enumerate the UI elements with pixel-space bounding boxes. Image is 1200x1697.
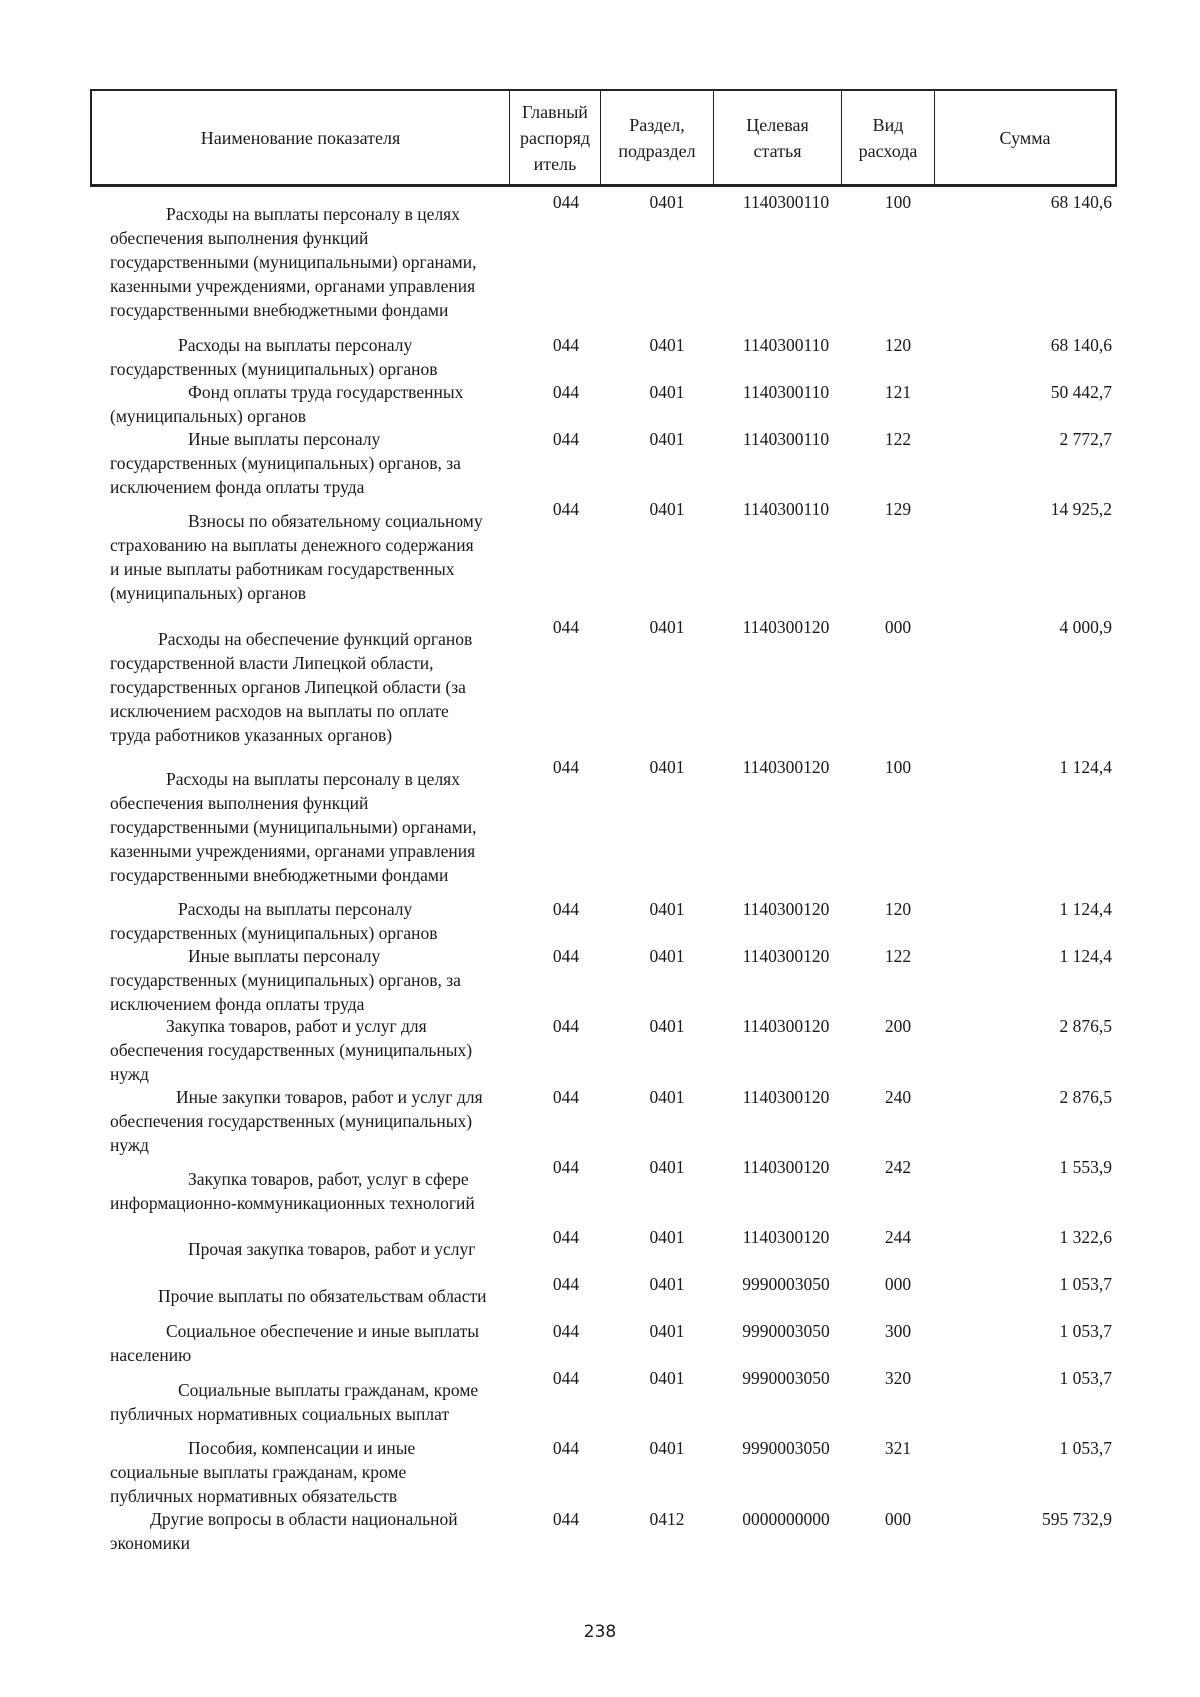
row-chief: 044	[552, 1227, 580, 1247]
row-chief: 044	[552, 1016, 580, 1036]
row-name-line: государственных (муниципальных) органов	[110, 923, 438, 943]
row-name-line: казенными учреждениями, органами управления	[110, 276, 476, 296]
row-name-line: Расходы на обеспечение функций органов	[158, 629, 473, 649]
row-name-line: государственными внебюджетными фондами	[110, 300, 449, 320]
row-section: 0401	[649, 1321, 685, 1341]
page-number: 238	[583, 1622, 617, 1642]
row-sum: 1 124,4	[1059, 899, 1112, 919]
row-sum: 68 140,6	[1050, 335, 1112, 355]
row-sum: 50 442,7	[1050, 382, 1112, 402]
row-name-line: Социальное обеспечение и иные выплаты	[166, 1321, 480, 1341]
row-name-line: исключением фонда оплаты труда	[110, 994, 365, 1014]
row-target: 1140300110	[742, 499, 830, 519]
row-kind: 122	[884, 946, 912, 966]
row-name	[110, 897, 520, 945]
row-name-line: населению	[110, 1345, 192, 1365]
row-kind: 120	[884, 899, 912, 919]
row-name-line: государственных (муниципальных) органов, за	[110, 453, 461, 473]
row-chief: 044	[552, 1157, 580, 1177]
row-target: 1140300120	[742, 617, 830, 637]
row-name	[110, 944, 520, 1016]
row-section: 0401	[649, 429, 685, 449]
row-sum: 1 053,7	[1059, 1368, 1112, 1388]
row-name-line: (муниципальных) органов	[110, 583, 307, 603]
row-target: 1140300120	[742, 757, 830, 777]
row-section: 0401	[649, 617, 685, 637]
row-sum: 1 053,7	[1059, 1321, 1112, 1341]
row-name-line: исключением расходов на выплаты по оплате	[110, 701, 449, 721]
row-name-line: труда работников указанных органов)	[110, 725, 393, 745]
row-section: 0401	[649, 1087, 685, 1107]
row-name	[110, 1014, 520, 1086]
row-kind: 320	[884, 1368, 912, 1388]
header-name: Наименование показателя	[92, 91, 510, 184]
row-kind: 120	[884, 335, 912, 355]
row-name-line: Иные выплаты персоналу	[188, 946, 381, 966]
row-kind: 000	[884, 1274, 912, 1294]
row-sum: 2 876,5	[1059, 1016, 1112, 1036]
row-kind: 321	[884, 1438, 912, 1458]
row-name	[110, 1319, 520, 1367]
row-kind: 200	[884, 1016, 912, 1036]
row-chief: 044	[552, 335, 580, 355]
row-kind: 244	[884, 1227, 912, 1247]
row-kind: 000	[884, 1509, 912, 1529]
row-target: 1140300120	[742, 1227, 830, 1247]
row-name-line: Закупка товаров, работ и услуг для	[166, 1016, 427, 1036]
header-section: Раздел, подраздел	[601, 91, 714, 184]
row-name-line: нужд	[110, 1064, 149, 1084]
row-name-line: государственных органов Липецкой области (за	[110, 677, 466, 697]
row-kind: 121	[884, 382, 912, 402]
row-name-line: исключением фонда оплаты труда	[110, 477, 365, 497]
row-name-line: публичных нормативных обязательств	[110, 1486, 398, 1506]
row-name-line: обеспечения государственных (муниципальных)	[110, 1040, 473, 1060]
row-section: 0401	[649, 946, 685, 966]
row-name	[110, 1237, 520, 1261]
row-sum: 68 140,6	[1050, 192, 1112, 212]
row-target: 1140300120	[742, 946, 830, 966]
row-section: 0401	[649, 899, 685, 919]
row-name-line: государственной власти Липецкой области,	[110, 653, 434, 673]
row-section: 0401	[649, 757, 685, 777]
row-section: 0401	[649, 1438, 685, 1458]
row-name-line: Пособия, компенсации и иные	[188, 1438, 416, 1458]
row-target: 1140300110	[742, 382, 830, 402]
row-sum: 1 553,9	[1059, 1157, 1112, 1177]
row-chief: 044	[552, 757, 580, 777]
row-target: 1140300120	[742, 1087, 830, 1107]
row-name	[110, 627, 520, 747]
row-sum: 2 772,7	[1059, 429, 1112, 449]
row-section: 0401	[649, 1368, 685, 1388]
row-sum: 595 732,9	[1042, 1509, 1112, 1529]
row-target: 1140300110	[742, 192, 830, 212]
row-target: 0000000000	[742, 1509, 830, 1529]
row-name	[110, 427, 520, 499]
row-section: 0401	[649, 1016, 685, 1036]
row-name	[110, 1507, 520, 1555]
row-name	[110, 333, 520, 381]
row-name-line: (муниципальных) органов	[110, 406, 307, 426]
row-target: 1140300110	[742, 429, 830, 449]
row-name-line: Взносы по обязательному социальному	[188, 511, 483, 531]
row-name-line: Прочая закупка товаров, работ и услуг	[188, 1239, 476, 1259]
row-name-line: страхованию на выплаты денежного содержания	[110, 535, 474, 555]
row-name-line: Фонд оплаты труда государственных	[188, 382, 464, 402]
row-name-line: Закупка товаров, работ, услуг в сфере	[188, 1169, 469, 1189]
row-chief: 044	[552, 1321, 580, 1341]
row-section: 0401	[649, 1227, 685, 1247]
row-name-line: экономики	[110, 1533, 190, 1553]
row-target: 1140300110	[742, 335, 830, 355]
row-name-line: социальные выплаты гражданам, кроме	[110, 1462, 407, 1482]
row-chief: 044	[552, 1368, 580, 1388]
row-target: 9990003050	[742, 1438, 830, 1458]
row-target: 9990003050	[742, 1274, 830, 1294]
row-sum: 1 322,6	[1059, 1227, 1112, 1247]
row-name	[110, 380, 520, 428]
row-target: 1140300120	[742, 1016, 830, 1036]
row-name-line: обеспечения выполнения функций	[110, 793, 369, 813]
header-kind: Вид расхода	[842, 91, 935, 184]
row-sum: 1 124,4	[1059, 757, 1112, 777]
row-name-line: Прочие выплаты по обязательствам области	[158, 1286, 487, 1306]
row-name	[110, 1436, 520, 1508]
row-chief: 044	[552, 617, 580, 637]
row-chief: 044	[552, 899, 580, 919]
row-name	[110, 1085, 520, 1157]
row-name-line: Расходы на выплаты персоналу в целях	[166, 204, 460, 224]
row-kind: 122	[884, 429, 912, 449]
row-section: 0401	[649, 1157, 685, 1177]
row-section: 0412	[649, 1509, 685, 1529]
row-chief: 044	[552, 429, 580, 449]
row-target: 9990003050	[742, 1368, 830, 1388]
row-sum: 1 053,7	[1059, 1438, 1112, 1458]
row-chief: 044	[552, 946, 580, 966]
row-kind: 129	[884, 499, 912, 519]
row-name	[110, 1167, 520, 1215]
row-name-line: Расходы на выплаты персоналу	[178, 335, 413, 355]
row-target: 1140300120	[742, 1157, 830, 1177]
row-chief: 044	[552, 382, 580, 402]
row-name-line: и иные выплаты работникам государственных	[110, 559, 455, 579]
row-sum: 2 876,5	[1059, 1087, 1112, 1107]
row-name-line: информационно-коммуникационных технологий	[110, 1193, 475, 1213]
row-name-line: Другие вопросы в области национальной	[150, 1509, 458, 1529]
row-name-line: государственными внебюджетными фондами	[110, 865, 449, 885]
row-sum: 4 000,9	[1059, 617, 1112, 637]
row-section: 0401	[649, 192, 685, 212]
row-kind: 100	[884, 757, 912, 777]
row-name-line: Расходы на выплаты персоналу	[178, 899, 413, 919]
row-target: 9990003050	[742, 1321, 830, 1341]
row-chief: 044	[552, 192, 580, 212]
row-kind: 000	[884, 617, 912, 637]
row-kind: 300	[884, 1321, 912, 1341]
row-kind: 100	[884, 192, 912, 212]
row-sum: 1 053,7	[1059, 1274, 1112, 1294]
row-name-line: государственными (муниципальными) органами,	[110, 817, 477, 837]
row-chief: 044	[552, 1509, 580, 1529]
row-name	[110, 767, 520, 887]
row-kind: 240	[884, 1087, 912, 1107]
row-chief: 044	[552, 1274, 580, 1294]
row-kind: 242	[884, 1157, 912, 1177]
row-chief: 044	[552, 1087, 580, 1107]
row-name-line: обеспечения выполнения функций	[110, 228, 369, 248]
row-name-line: государственных (муниципальных) органов, за	[110, 970, 461, 990]
row-section: 0401	[649, 499, 685, 519]
row-name-line: государственных (муниципальных) органов	[110, 359, 438, 379]
row-name-line: Расходы на выплаты персоналу в целях	[166, 769, 460, 789]
row-name-line: Иные закупки товаров, работ и услуг для	[176, 1087, 483, 1107]
row-sum: 1 124,4	[1059, 946, 1112, 966]
row-sum: 14 925,2	[1050, 499, 1112, 519]
header-chief: Главный распоряд итель	[510, 91, 601, 184]
row-name-line: обеспечения государственных (муниципальных)	[110, 1111, 473, 1131]
header-target: Целевая статья	[714, 91, 842, 184]
row-name-line: Иные выплаты персоналу	[188, 429, 381, 449]
row-target: 1140300120	[742, 899, 830, 919]
row-name	[110, 1284, 520, 1308]
row-section: 0401	[649, 382, 685, 402]
row-name-line: Социальные выплаты гражданам, кроме	[178, 1380, 479, 1400]
header-sum: Сумма	[999, 127, 1051, 148]
row-chief: 044	[552, 1438, 580, 1458]
row-section: 0401	[649, 1274, 685, 1294]
row-name	[110, 509, 520, 605]
row-name	[110, 1378, 520, 1426]
row-name-line: казенными учреждениями, органами управления	[110, 841, 476, 861]
row-name-line: публичных нормативных социальных выплат	[110, 1404, 450, 1424]
row-chief: 044	[552, 499, 580, 519]
row-name-line: государственными (муниципальными) органами,	[110, 252, 477, 272]
row-name-line: нужд	[110, 1135, 149, 1155]
row-section: 0401	[649, 335, 685, 355]
row-name	[110, 202, 520, 322]
